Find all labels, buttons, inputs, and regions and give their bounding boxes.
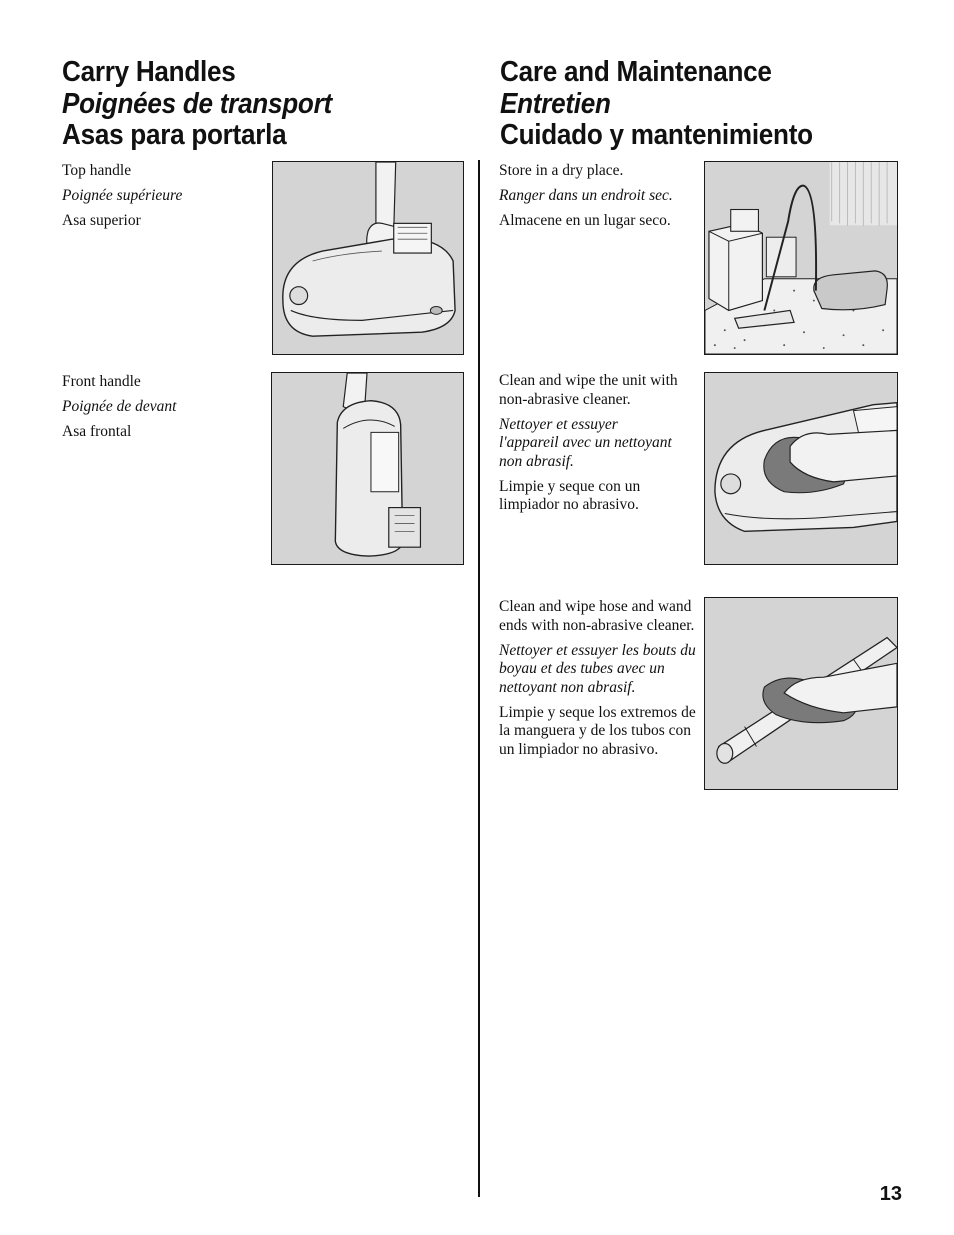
store-caption [499, 162, 699, 231]
heading-en: Care and Maintenance [500, 56, 772, 88]
heading-fr: Entretien [500, 87, 611, 120]
wipe-unit-caption [499, 372, 679, 515]
top-handle-caption [62, 162, 262, 231]
caption-es: Limpie y seque con un limpiador no abrasivo. [499, 477, 641, 513]
heading-es: Asas para portarla [62, 119, 287, 151]
care-maintenance-heading [500, 57, 813, 152]
front-handle-caption [62, 373, 262, 442]
page-number: 13 [879, 1183, 902, 1205]
caption-en: Clean and wipe the unit with non-abrasive cleaner. [499, 372, 678, 408]
caption-fr: Ranger dans un endroit sec. [499, 187, 673, 204]
caption-en: Clean and wipe hose and wand ends with non-abrasive cleaner. [499, 598, 695, 634]
front-handle-illustration [271, 372, 464, 565]
caption-en: Top handle [62, 162, 132, 179]
caption-fr: Poignée de devant [62, 398, 177, 415]
heading-fr: Poignées de transport [62, 87, 332, 120]
column-divider [478, 160, 480, 1197]
caption-fr: Nettoyer et essuyer l'appareil avec un nettoyant non abrasif. [499, 415, 672, 470]
heading-en: Carry Handles [62, 56, 236, 88]
caption-fr: Poignée supérieure [62, 187, 183, 204]
wipe-unit-illustration [704, 372, 898, 565]
caption-es: Limpie y seque los extremos de la manguera y de los tubos con un limpiador no abrasivo. [499, 703, 696, 758]
caption-es: Almacene en un lugar seco. [499, 212, 671, 229]
carry-handles-heading [62, 57, 332, 152]
heading-es: Cuidado y mantenimiento [500, 119, 813, 151]
top-handle-illustration [272, 161, 464, 355]
caption-en: Store in a dry place. [499, 162, 624, 179]
wipe-hose-illustration [704, 597, 898, 790]
storage-illustration [704, 161, 898, 355]
caption-fr: Nettoyer et essuyer les bouts du boyau et des tubes avec un nettoyant non abrasif. [499, 641, 696, 696]
wipe-hose-caption [499, 598, 699, 759]
caption-es: Asa superior [62, 212, 141, 229]
caption-en: Front handle [62, 373, 141, 390]
caption-es: Asa frontal [62, 423, 132, 440]
